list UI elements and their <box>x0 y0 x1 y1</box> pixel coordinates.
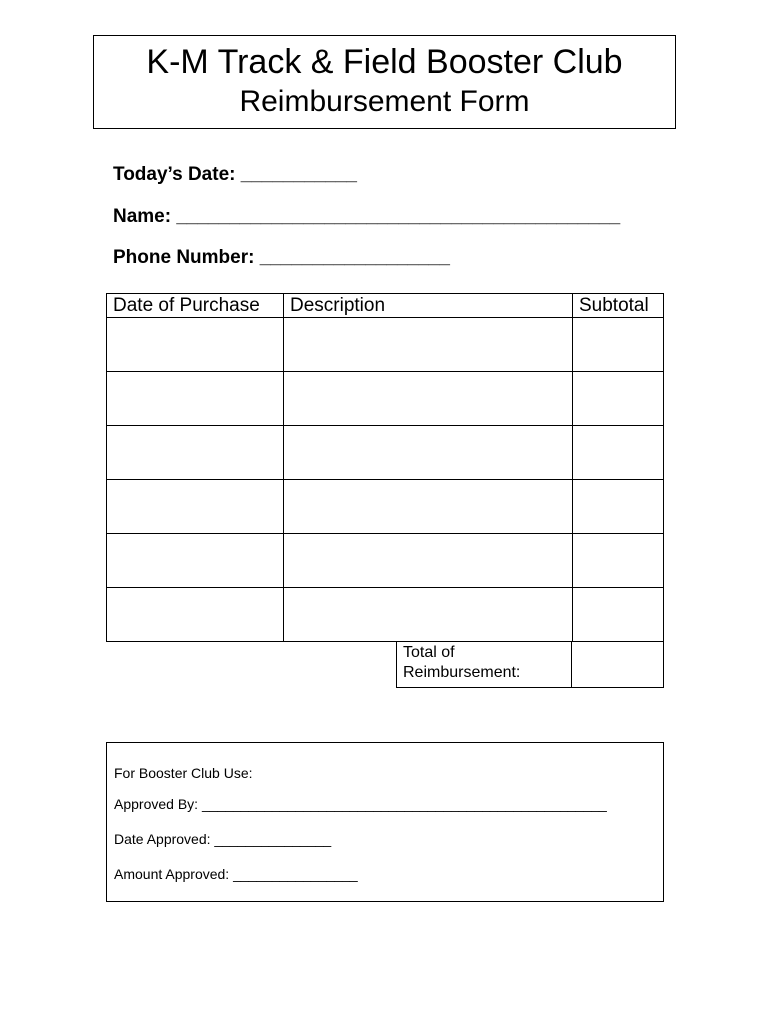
header-description: Description <box>284 294 573 318</box>
description-cell[interactable] <box>284 480 573 534</box>
date-cell[interactable] <box>107 534 284 588</box>
total-reimbursement-value[interactable] <box>571 641 664 688</box>
description-cell[interactable] <box>284 372 573 426</box>
todays-date-field[interactable]: Today’s Date: ___________ <box>113 164 357 185</box>
form-title-box <box>93 35 676 129</box>
form-subtitle: Reimbursement Form <box>239 85 530 118</box>
date-cell[interactable] <box>107 588 284 642</box>
date-cell[interactable] <box>107 480 284 534</box>
subtotal-cell[interactable] <box>573 534 664 588</box>
table-row <box>107 318 664 372</box>
date-cell[interactable] <box>107 426 284 480</box>
phone-number-field[interactable]: Phone Number: __________________ <box>113 247 450 268</box>
booster-heading: For Booster Club Use: <box>114 765 253 781</box>
table-row <box>107 480 664 534</box>
form-title: K-M Track & Field Booster Club <box>146 43 623 81</box>
total-label-line2: Reimbursement: <box>403 664 521 681</box>
description-cell[interactable] <box>284 534 573 588</box>
name-field[interactable]: Name: __________________________________________ <box>113 206 621 227</box>
table-header-row <box>107 294 664 318</box>
date-approved-field[interactable]: Date Approved: _______________ <box>114 831 332 847</box>
description-cell[interactable] <box>284 426 573 480</box>
approved-by-field[interactable]: Approved By: ____________________________________________________ <box>114 796 607 812</box>
date-cell[interactable] <box>107 318 284 372</box>
header-date-of-purchase: Date of Purchase <box>107 294 284 318</box>
total-label-line1: Total of <box>403 644 455 661</box>
subtotal-cell[interactable] <box>573 588 664 642</box>
table-row <box>107 534 664 588</box>
table-row <box>107 426 664 480</box>
table-row <box>107 372 664 426</box>
subtotal-cell[interactable] <box>573 426 664 480</box>
header-subtotal: Subtotal <box>573 294 664 318</box>
table-row <box>107 588 664 642</box>
amount-approved-field[interactable]: Amount Approved: ________________ <box>114 866 358 882</box>
description-cell[interactable] <box>284 318 573 372</box>
subtotal-cell[interactable] <box>573 480 664 534</box>
description-cell[interactable] <box>284 588 573 642</box>
subtotal-cell[interactable] <box>573 318 664 372</box>
subtotal-cell[interactable] <box>573 372 664 426</box>
booster-club-use-box <box>106 742 664 902</box>
purchases-table <box>106 293 664 642</box>
date-cell[interactable] <box>107 372 284 426</box>
total-reimbursement-label <box>396 641 572 688</box>
